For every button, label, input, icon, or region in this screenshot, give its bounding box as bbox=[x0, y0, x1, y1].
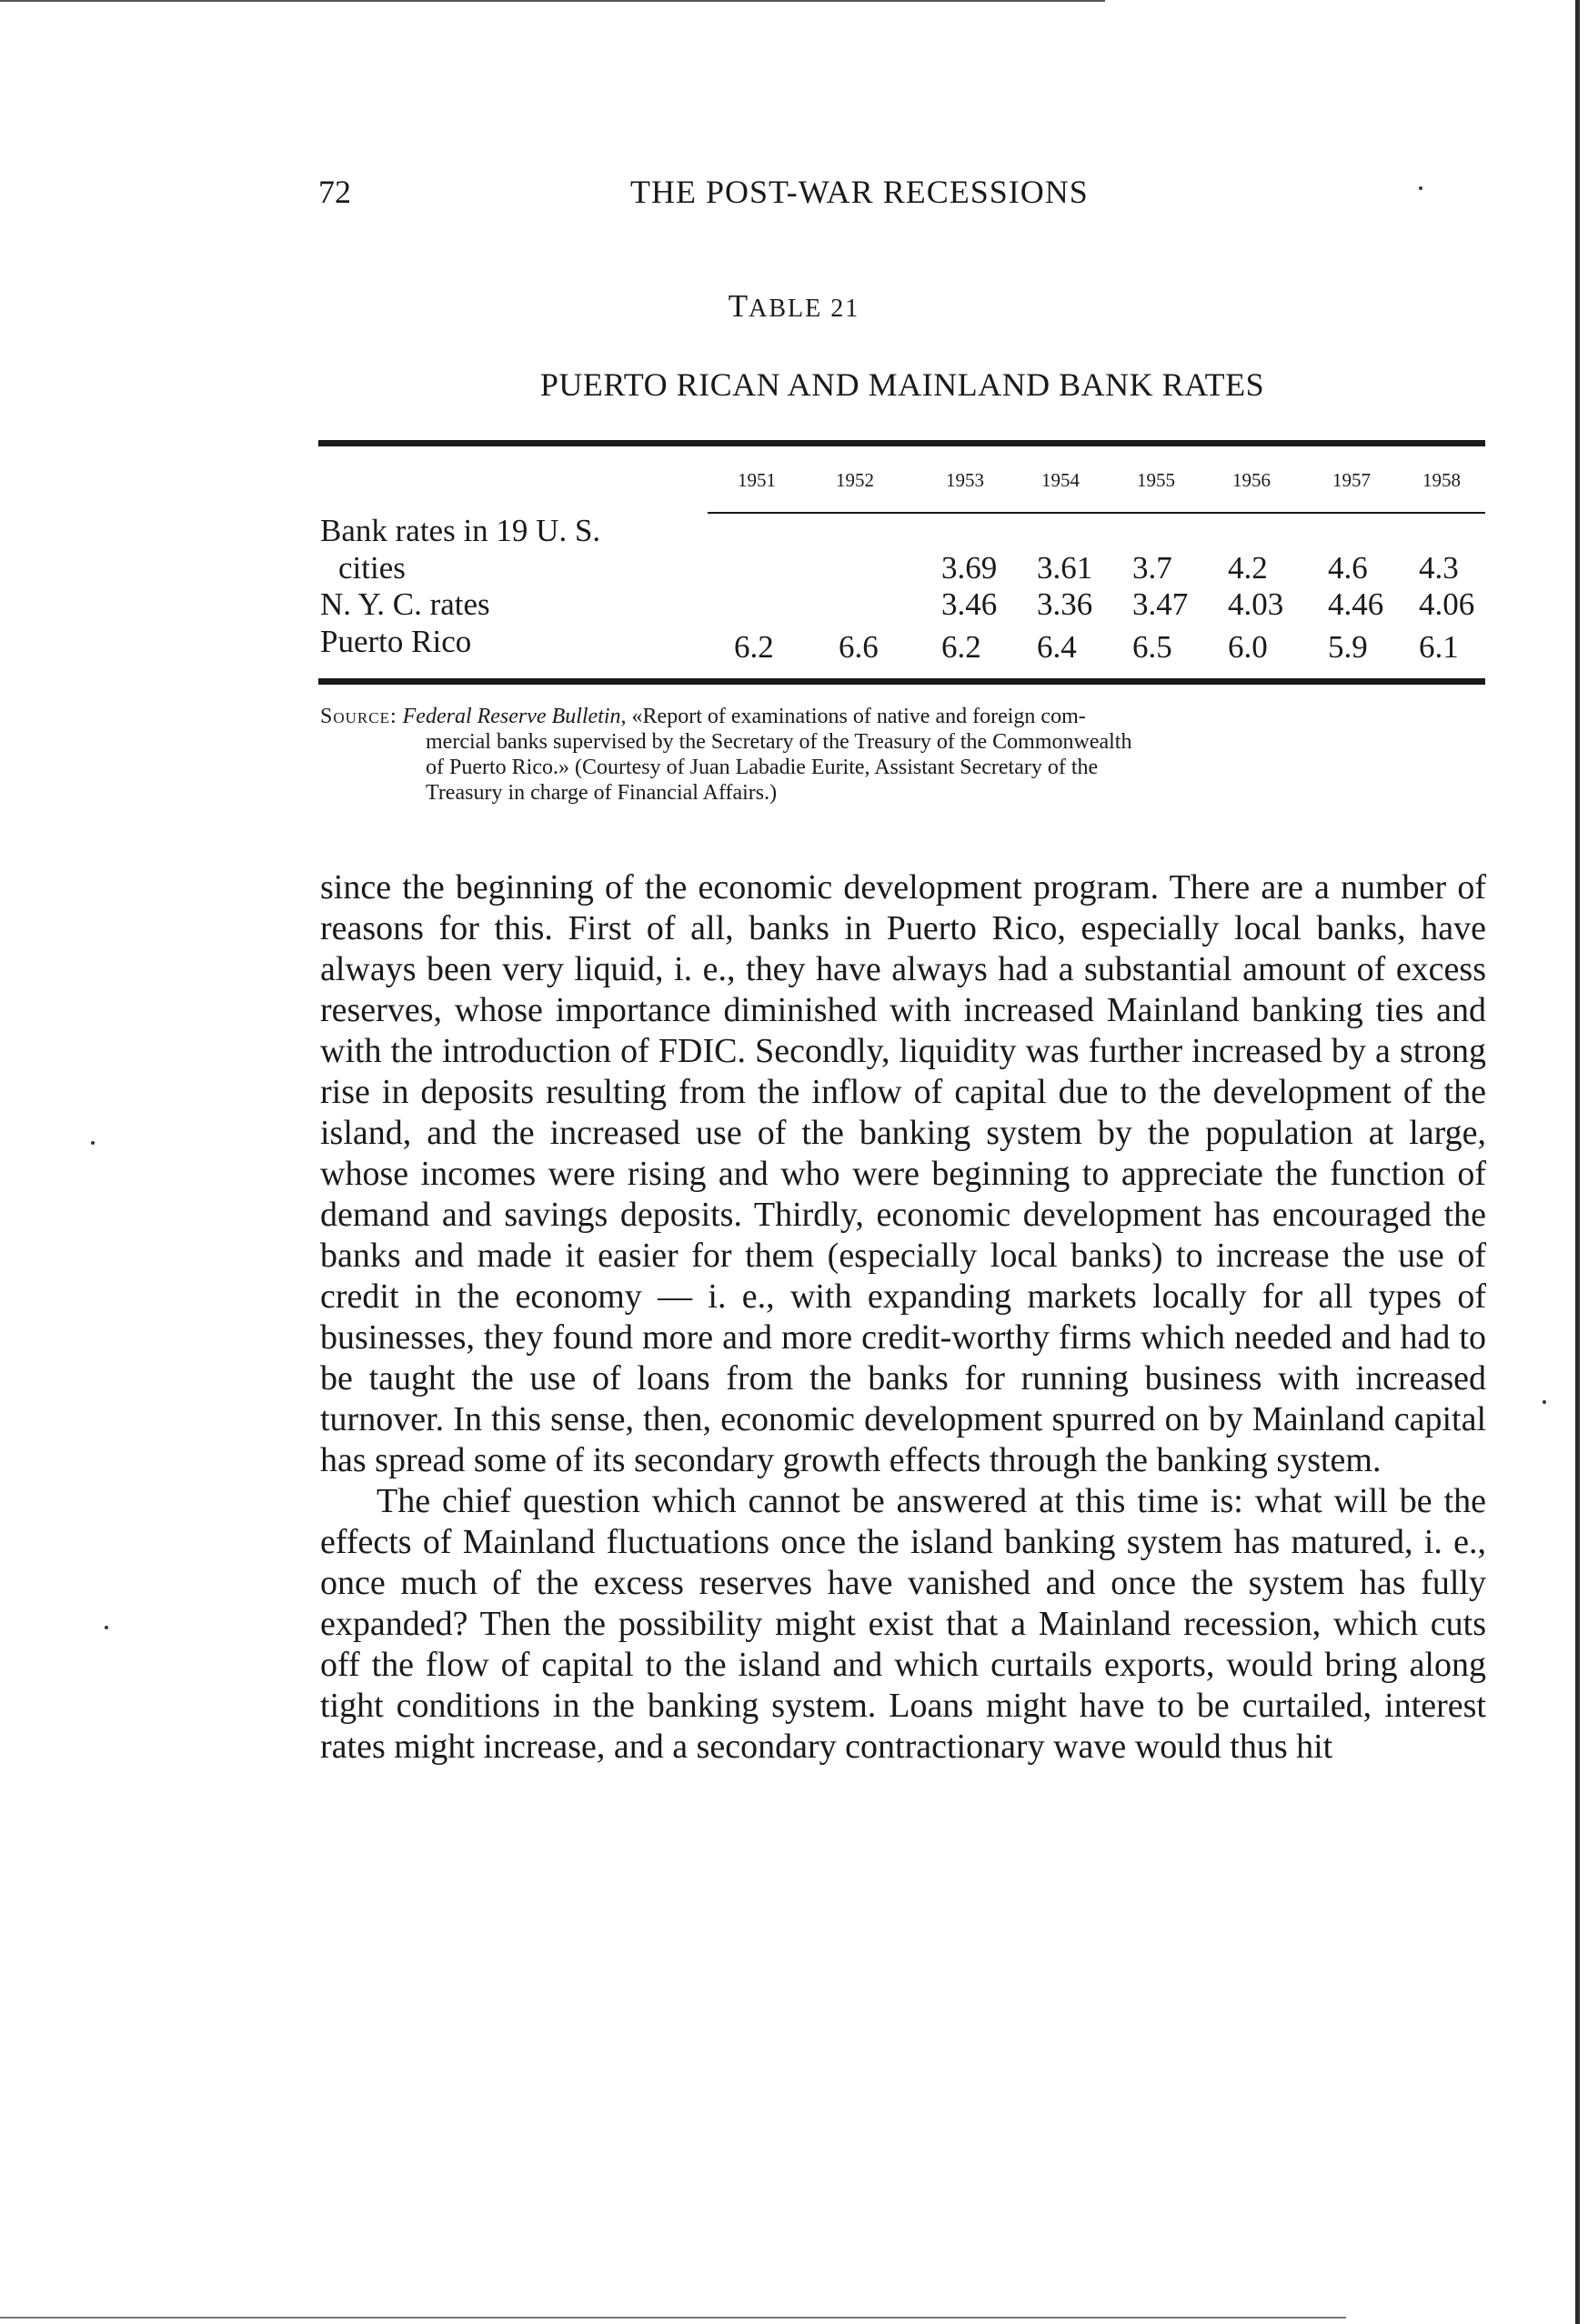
column-header-1951: 1951 bbox=[738, 469, 776, 491]
body-text bbox=[320, 867, 1486, 1768]
cell-nyc-1953: 3.46 bbox=[941, 586, 998, 622]
column-header-1957: 1957 bbox=[1332, 469, 1371, 491]
column-header-1956: 1956 bbox=[1232, 469, 1271, 491]
source-line-1: «Report of examinations of native and foreign com- bbox=[631, 705, 1086, 728]
page-number: 72 bbox=[318, 174, 351, 210]
scan-speck bbox=[1419, 186, 1422, 190]
body-paragraph-2: The chief question which cannot be answered at this time is: what will be the effects of Mainland fluctuations once the island banking system has matured, i. e., once much of the excess reserves have vanished and once the system has fully expanded? Then the possibility might exist that a Mainland recession, which cuts off the flow of capital to the island and which curtails exports, would bring along tight conditions in the banking system. Loans might have to be curtailed, interest rates might increase, and a secondary contractionary wave would thus hit bbox=[320, 1482, 1486, 1766]
cell-pr-1958: 6.1 bbox=[1419, 629, 1459, 665]
scan-edge-top bbox=[0, 0, 1105, 2]
table-label bbox=[0, 288, 1588, 325]
scan-speck bbox=[105, 1626, 108, 1629]
source-line-2: mercial banks supervised by the Secretary of the Treasury of the Commonwealth bbox=[426, 730, 1132, 754]
column-header-1958: 1958 bbox=[1422, 469, 1461, 491]
table-top-rule bbox=[318, 440, 1485, 446]
cell-pr-1951: 6.2 bbox=[734, 629, 774, 665]
row-label-us-cities: Bank rates in 19 U. S. bbox=[320, 513, 601, 548]
cell-nyc-1957: 4.46 bbox=[1328, 586, 1384, 622]
cell-us-1955: 3.7 bbox=[1132, 550, 1172, 586]
table-label-rest: ABLE 21 bbox=[749, 295, 860, 323]
source-line-3: of Puerto Rico.» (Courtesy of Juan Labadie Eurite, Assistant Secretary of the bbox=[426, 756, 1099, 779]
scan-edge-right bbox=[1575, 0, 1580, 2324]
cell-pr-1956: 6.0 bbox=[1228, 629, 1268, 665]
source-line-4: Treasury in charge of Financial Affairs.) bbox=[426, 781, 778, 805]
scan-speck bbox=[91, 1141, 95, 1145]
cell-nyc-1958: 4.06 bbox=[1419, 586, 1475, 622]
cell-pr-1952: 6.6 bbox=[839, 629, 879, 665]
cell-us-1956: 4.2 bbox=[1228, 550, 1268, 586]
table-title: PUERTO RICAN AND MAINLAND BANK RATES bbox=[539, 366, 1265, 403]
source-title: Federal Reserve Bulletin, bbox=[402, 705, 627, 728]
column-header-1953: 1953 bbox=[946, 469, 984, 491]
cell-pr-1955: 6.5 bbox=[1132, 629, 1172, 665]
source-first-line bbox=[320, 705, 1086, 728]
cell-pr-1954: 6.4 bbox=[1037, 629, 1077, 665]
cell-us-1958: 4.3 bbox=[1419, 550, 1459, 586]
source-label: Source: bbox=[320, 705, 397, 728]
running-head: THE POST-WAR RECESSIONS bbox=[630, 174, 1089, 210]
cell-us-1957: 4.6 bbox=[1328, 550, 1368, 586]
column-header-1955: 1955 bbox=[1137, 469, 1175, 491]
body-paragraph-1: since the beginning of the economic development program. There are a number of reasons for this. First of all, banks in Puerto Rico, especially local banks, have always been very liquid, i. e., they have always had a substantial amount of excess reserves, whose importance diminished with increased Mainland banking ties and with the introduction of FDIC. Secondly, liquidity was further increased by a strong rise in deposits resulting from the inflow of capital due to the development of the island, and the increased use of the banking system by the population at large, whose incomes were rising and who were beginning to appreciate the function of demand and savings deposits. Thirdly, economic development has encouraged the banks and made it easier for them (especially local banks) to increase the use of credit in the economy — i. e., with expanding markets locally for all types of businesses, they found more and more credit-worthy firms which needed and had to be taught the use of loans from the banks for running business with increased turnover. In this sense, then, economic development spurred on by Mainland capital has spread some of its secondary growth effects through the banking system. bbox=[320, 868, 1486, 1479]
header-rule bbox=[708, 512, 1485, 514]
row-label-nyc: N. Y. C. rates bbox=[320, 586, 490, 622]
table-bottom-rule bbox=[318, 678, 1485, 685]
column-header-1954: 1954 bbox=[1041, 469, 1080, 491]
cell-us-1954: 3.61 bbox=[1037, 550, 1093, 586]
cell-nyc-1956: 4.03 bbox=[1228, 586, 1284, 622]
cell-nyc-1954: 3.36 bbox=[1037, 586, 1093, 622]
row-label-us-cities-cont: cities bbox=[338, 550, 406, 586]
table-source-note bbox=[320, 704, 1486, 806]
table-label-initial: T bbox=[728, 288, 749, 324]
cell-nyc-1955: 3.47 bbox=[1132, 586, 1189, 622]
cell-us-1953: 3.69 bbox=[941, 550, 998, 586]
scan-edge-bottom bbox=[0, 2317, 1346, 2319]
column-header-1952: 1952 bbox=[836, 469, 874, 491]
scan-speck bbox=[1543, 1400, 1546, 1404]
cell-pr-1953: 6.2 bbox=[941, 629, 981, 665]
row-label-puerto-rico: Puerto Rico bbox=[320, 624, 472, 659]
cell-pr-1957: 5.9 bbox=[1328, 629, 1368, 665]
